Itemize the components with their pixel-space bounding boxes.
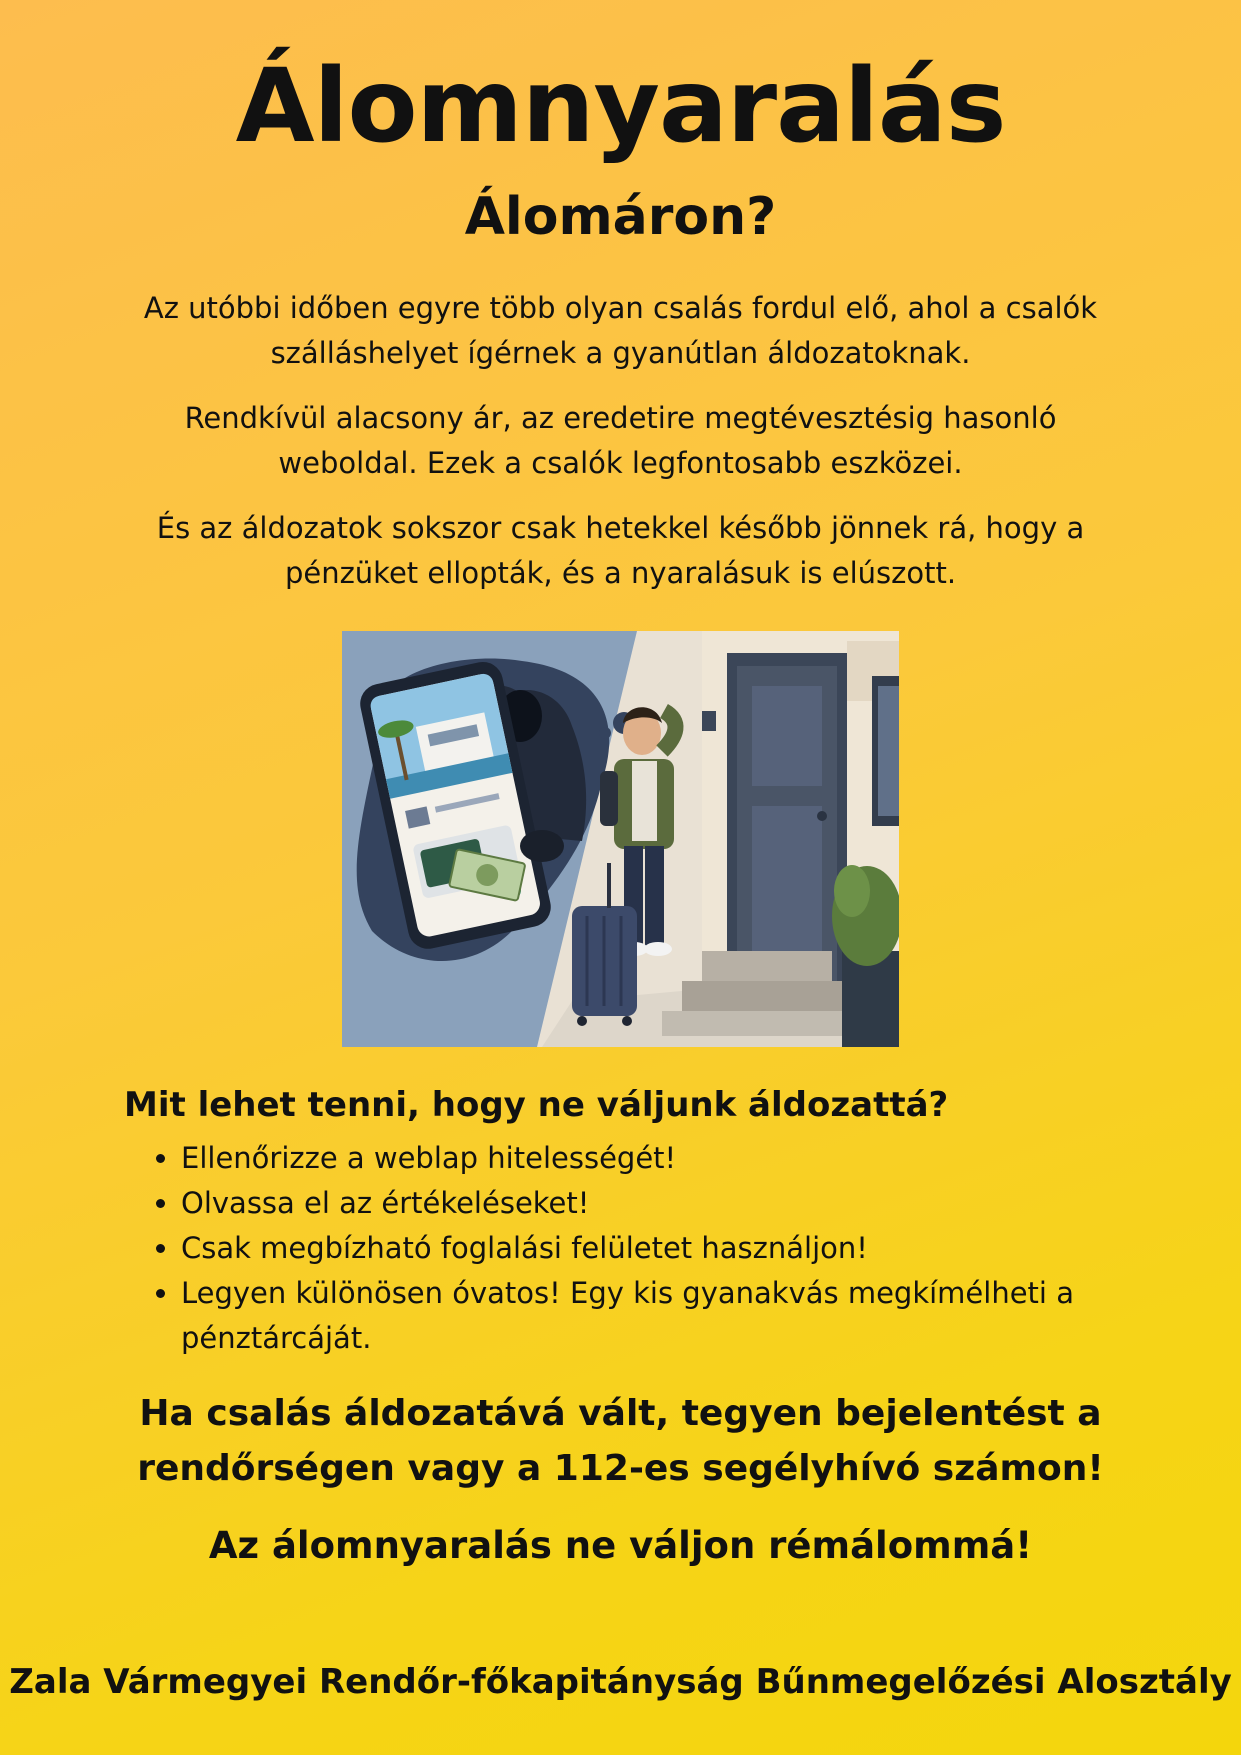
advice-item: • Csak megbízható foglalási felületet használjon!	[181, 1226, 1181, 1271]
scam-illustration	[342, 631, 899, 1047]
advice-item: • Legyen különösen óvatos! Egy kis gyanakvás megkímélheti a pénztárcáját.	[181, 1271, 1181, 1361]
intro-paragraph-1: Az utóbbi időben egyre több olyan csalás fordul elő, ahol a csalók szálláshelyet ígérnek a gyanútlan áldozatoknak.	[143, 291, 1098, 370]
report-warning: Ha csalás áldozatává vált, tegyen bejelentést a rendőrségen vagy a 112-es segélyhívó számon!	[137, 1393, 1104, 1489]
intro-text	[120, 286, 1121, 616]
page-title: Álomnyaralás	[235, 47, 1006, 166]
advice-item: • Olvassa el az értékeléseket!	[181, 1181, 1181, 1226]
advice-item: • Ellenőrizze a weblap hitelességét!	[181, 1136, 1181, 1181]
intro-paragraph-2: Rendkívül alacsony ár, az eredetire megtévesztésig hasonló weboldal. Ezek a csalók legfontosabb eszközei.	[184, 401, 1057, 480]
intro-paragraph-3: És az áldozatok sokszor csak hetekkel később jönnek rá, hogy a pénzüket ellopták, és a nyaralásuk is elúszott.	[156, 511, 1085, 590]
slogan: Az álomnyaralás ne váljon rémálommá!	[208, 1524, 1033, 1567]
footer-organization: Zala Vármegyei Rendőr-főkapitányság Bűnmegelőzési Alosztály	[9, 1662, 1232, 1702]
page-subtitle: Álomáron?	[464, 187, 777, 247]
advice-list	[124, 1136, 1181, 1361]
advice-heading: Mit lehet tenni, hogy ne váljunk áldozattá?	[124, 1085, 949, 1125]
